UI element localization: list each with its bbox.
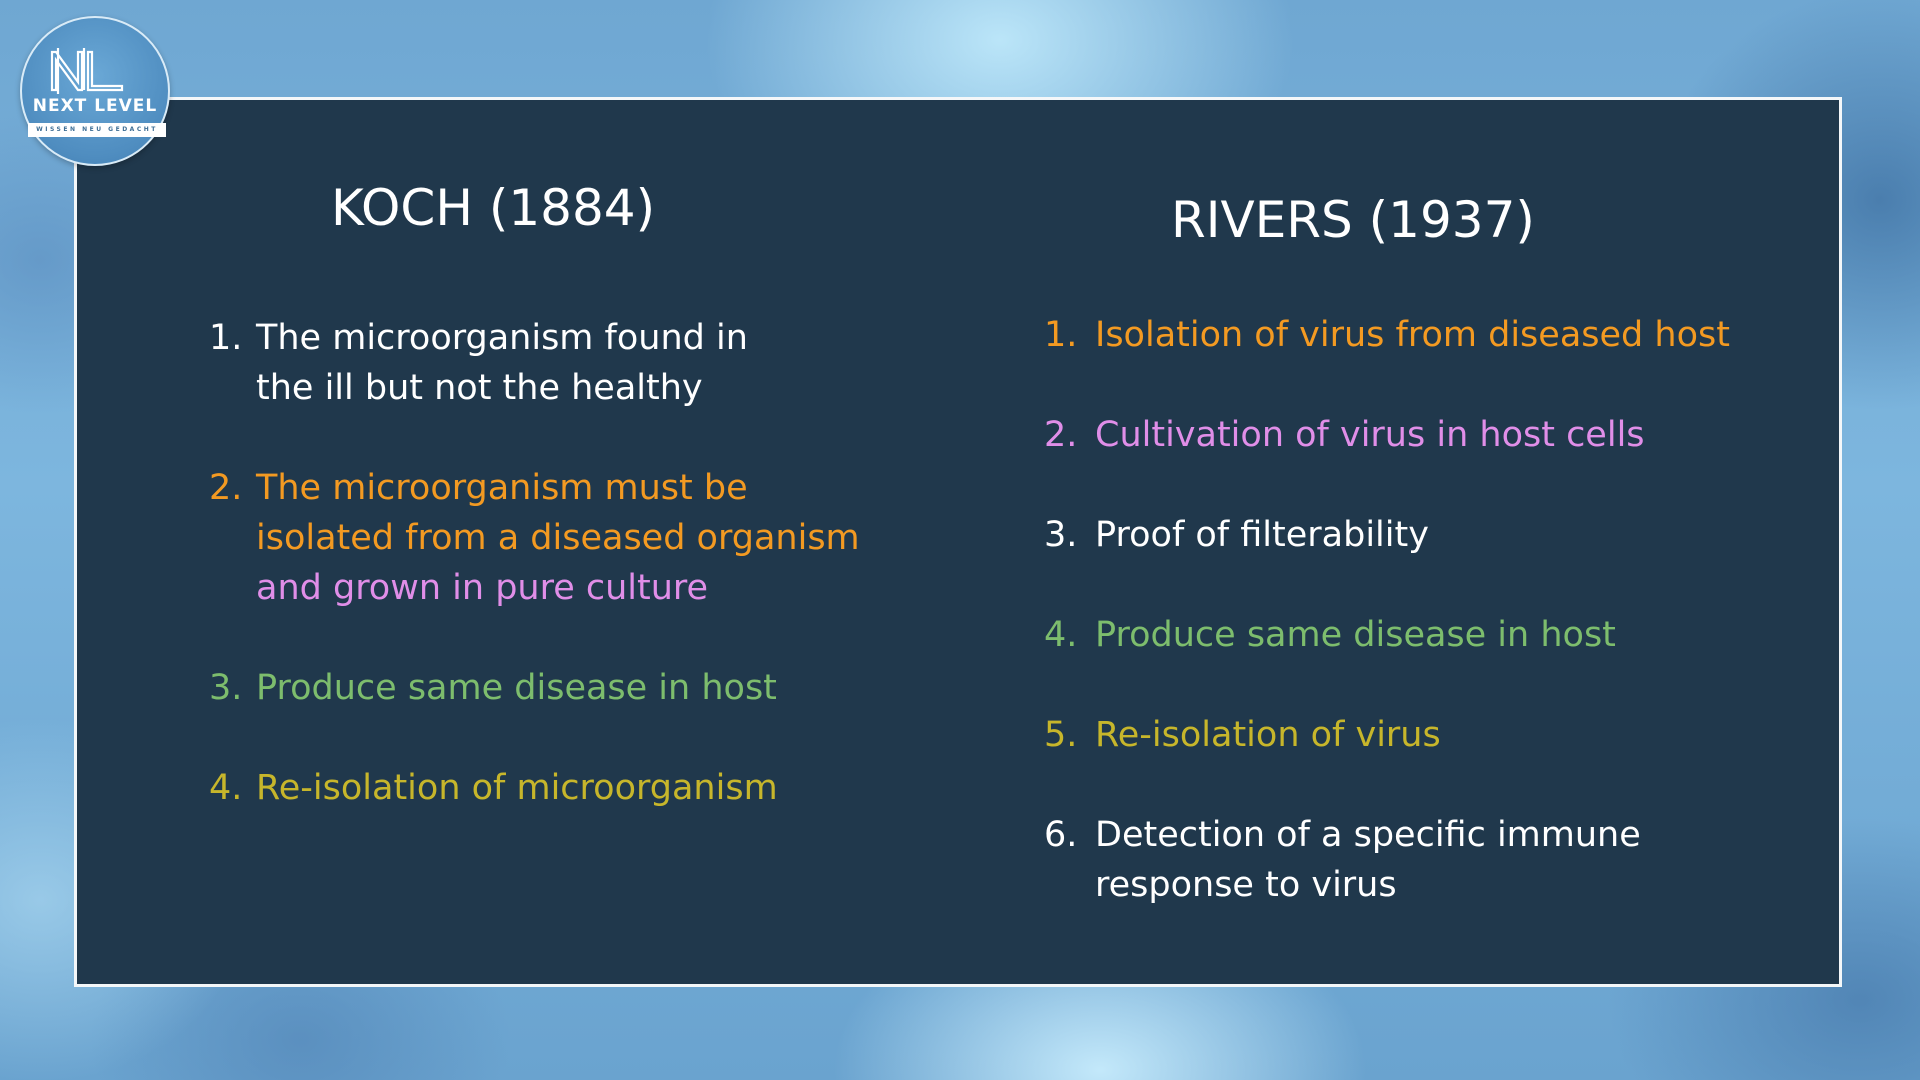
nl-monogram-icon — [22, 18, 168, 164]
koch-item-2-line-3: and grown in pure culture — [256, 568, 709, 608]
rivers-item-6-line-1: Detection of a specific immune — [1095, 815, 1641, 855]
koch-item-1-number: 1. — [209, 318, 243, 358]
rivers-item-4-line-1: Produce same disease in host — [1095, 615, 1616, 655]
rivers-item-1-line-1: Isolation of virus from diseased host — [1095, 315, 1730, 355]
koch-item-1-line-1: The microorganism found in — [256, 318, 748, 358]
rivers-heading: RIVERS (1937) — [1171, 191, 1535, 249]
next-level-logo — [20, 16, 170, 166]
koch-item-3-line-1: Produce same disease in host — [256, 668, 777, 708]
koch-item-2-line-1: The microorganism must be — [256, 468, 748, 508]
logo-name: NEXT LEVEL — [32, 96, 158, 116]
rivers-item-6-line-2: response to virus — [1095, 865, 1397, 905]
rivers-item-5-line-1: Re-isolation of virus — [1095, 715, 1441, 755]
koch-item-2-line-2: isolated from a diseased organism — [256, 518, 860, 558]
rivers-item-2-line-1: Cultivation of virus in host cells — [1095, 415, 1645, 455]
logo-tagline: WISSEN NEU GEDACHT — [28, 123, 166, 137]
rivers-item-4-number: 4. — [1044, 615, 1078, 655]
rivers-item-2-number: 2. — [1044, 415, 1078, 455]
koch-item-2-number: 2. — [209, 468, 243, 508]
koch-item-3-number: 3. — [209, 668, 243, 708]
rivers-item-6-number: 6. — [1044, 815, 1078, 855]
koch-item-4-number: 4. — [209, 768, 243, 808]
koch-heading: KOCH (1884) — [331, 179, 656, 237]
koch-item-1-line-2: the ill but not the healthy — [256, 368, 703, 408]
rivers-item-5-number: 5. — [1044, 715, 1078, 755]
rivers-item-3-line-1: Proof of filterability — [1095, 515, 1429, 555]
rivers-item-3-number: 3. — [1044, 515, 1078, 555]
rivers-item-1-number: 1. — [1044, 315, 1078, 355]
koch-item-4-line-1: Re-isolation of microorganism — [256, 768, 778, 808]
